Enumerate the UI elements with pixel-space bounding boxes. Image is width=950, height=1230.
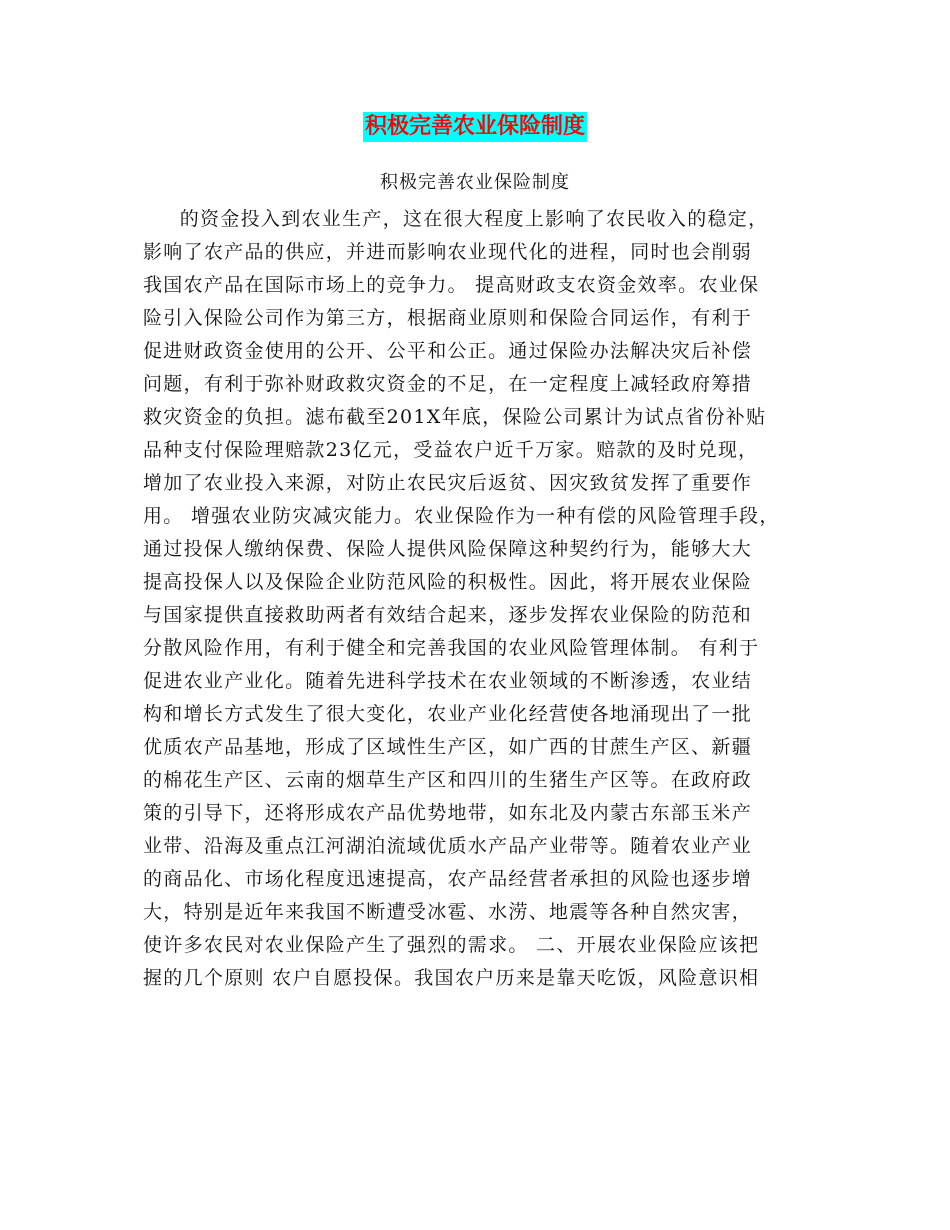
body-line: 增加了农业投入来源，对防止农民灾后返贫、因灾致贫发挥了重要作: [143, 472, 753, 494]
title-container: [0, 112, 950, 142]
body-line: 优质农产品基地，形成了区域性生产区，如广西的甘蔗生产区、新疆: [143, 736, 753, 758]
document-subtitle: 积极完善农业保险制度: [380, 172, 570, 193]
document-body: [143, 203, 813, 995]
body-line: 大，特别是近年来我国不断遭受冰雹、水涝、地震等各种自然灾害，: [143, 901, 753, 923]
body-line: 救灾资金的负担。滤布截至201X年底，保险公司累计为试点省份补贴: [143, 406, 767, 428]
body-line: 与国家提供直接救助两者有效结合起来，逐步发挥农业保险的防范和: [143, 604, 753, 626]
body-line: 我国农产品在国际市场上的竞争力。 提高财政支农资金效率。农业保: [143, 274, 760, 296]
body-line: 品种支付保险理赔款23亿元，受益农户近千万家。赔款的及时兑现，: [143, 439, 759, 461]
body-line: 险引入保险公司作为第三方，根据商业原则和保险合同运作，有利于: [143, 307, 753, 329]
body-line: 使许多农民对农业保险产生了强烈的需求。 二、开展农业保险应该把: [143, 934, 760, 956]
body-line: 的棉花生产区、云南的烟草生产区和四川的生猪生产区等。在政府政: [143, 769, 753, 791]
body-line: 促进农业产业化。随着先进科学技术在农业领域的不断渗透，农业结: [143, 670, 753, 692]
body-line: 分散风险作用，有利于健全和完善我国的农业风险管理体制。 有利于: [143, 637, 760, 659]
body-line: 策的引导下，还将形成农产品优势地带，如东北及内蒙古东部玉米产: [143, 802, 753, 824]
body-line: 影响了农产品的供应，并进而影响农业现代化的进程，同时也会削弱: [143, 241, 753, 263]
body-line: 业带、沿海及重点江河湖泊流域优质水产品产业带等。随着农业产业: [143, 835, 753, 857]
body-line: 的商品化、市场化程度迅速提高，农产品经营者承担的风险也逐步增: [143, 868, 753, 890]
body-line: 握的几个原则 农户自愿投保。我国农户历来是靠天吃饭，风险意识相: [143, 967, 760, 989]
body-line: 用。 增强农业防灾减灾能力。农业保险作为一种有偿的风险管理手段，: [143, 505, 780, 527]
document-title: 积极完善农业保险制度: [363, 112, 587, 142]
body-line: 提高投保人以及保险企业防范风险的积极性。因此，将开展农业保险: [143, 571, 753, 593]
body-line: 问题，有利于弥补财政救灾资金的不足，在一定程度上减轻政府筹措: [143, 373, 753, 395]
body-line: 的资金投入到农业生产，这在很大程度上影响了农民收入的稳定，: [143, 208, 769, 230]
body-line: 促进财政资金使用的公开、公平和公正。通过保险办法解决灾后补偿: [143, 340, 753, 362]
body-line: 构和增长方式发生了很大变化，农业产业化经营使各地涌现出了一批: [143, 703, 753, 725]
body-line: 通过投保人缴纳保费、保险人提供风险保障这种契约行为，能够大大: [143, 538, 753, 560]
